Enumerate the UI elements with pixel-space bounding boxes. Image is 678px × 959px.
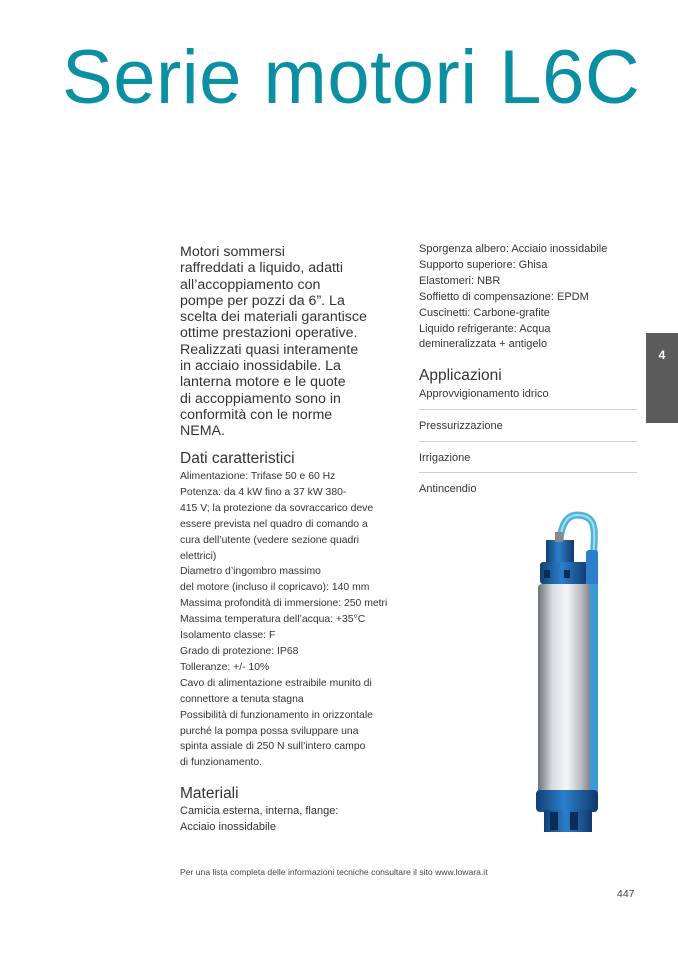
dati-line: Tolleranze: +/- 10% bbox=[180, 661, 270, 673]
intro-line: NEMA. bbox=[180, 423, 225, 440]
dati-line: Massima profondità di immersione: 250 metri bbox=[180, 598, 388, 610]
dati-line: purché la pompa possa sviluppare una bbox=[180, 725, 359, 737]
intro-line: ottime prestazioni operative. bbox=[180, 325, 358, 342]
applicazioni-heading: Applicazioni bbox=[419, 367, 502, 384]
detail-line: Supporto superiore: Ghisa bbox=[419, 258, 548, 271]
intro-line: in acciaio inossidabile. La bbox=[180, 358, 341, 375]
dati-line: di funzionamento. bbox=[180, 757, 263, 769]
footer-note: Per una lista completa delle informazioni tecniche consultare il sito www.lowara.it bbox=[180, 867, 488, 877]
intro-line: Realizzati quasi interamente bbox=[180, 341, 359, 358]
dati-line: Diametro d’ingombro massimo bbox=[180, 566, 321, 578]
dati-line: connettore a tenuta stagna bbox=[180, 693, 304, 705]
section-tab-label: 4 bbox=[658, 348, 666, 362]
materiali-heading: Materiali bbox=[180, 785, 239, 802]
intro-line: Motori sommersi bbox=[180, 244, 285, 260]
dati-line: cura dell’utente (vedere sezione quadri bbox=[180, 534, 360, 546]
dati-line: 415 V; la protezione da sovraccarico deve bbox=[180, 502, 374, 514]
intro-paragraph bbox=[180, 244, 395, 440]
dati-line: essere prevista nel quadro di comando a bbox=[180, 518, 368, 530]
detail-line: Sporgenza albero: Acciaio inossidabile bbox=[419, 243, 608, 255]
application-item[interactable] bbox=[419, 441, 637, 474]
page-title: Serie motori L6C bbox=[62, 35, 641, 120]
dati-heading: Dati caratteristici bbox=[180, 450, 295, 467]
detail-line: demineralizzata + antigelo bbox=[419, 338, 548, 351]
dati-line: spinta assiale di 250 N sull’intero campo bbox=[180, 741, 366, 753]
application-label: Irrigazione bbox=[419, 452, 471, 464]
intro-line: scelta dei materiali garantisce bbox=[180, 309, 367, 326]
dati-line: del motore (incluso il copricavo): 140 mm bbox=[180, 582, 370, 594]
application-label: Approvvigionamento idrico bbox=[419, 388, 549, 400]
dati-line: elettrici) bbox=[180, 550, 217, 562]
intro-line: di accoppiamento sono in bbox=[180, 390, 341, 407]
materials-detail-list bbox=[419, 242, 639, 353]
application-item[interactable] bbox=[419, 472, 637, 505]
dati-line: Potenza: da 4 kW fino a 37 kW 380- bbox=[180, 486, 347, 498]
intro-line: pompe per pozzi da 6”. La bbox=[180, 292, 345, 309]
dati-line: Isolamento classe: F bbox=[180, 630, 276, 642]
materiali-list bbox=[180, 804, 338, 836]
detail-line: Liquido refrigerante: Acqua bbox=[419, 322, 551, 335]
materiali-line: Camicia esterna, interna, flange: bbox=[180, 805, 339, 817]
intro-line: all’accoppiamento con bbox=[180, 276, 321, 293]
intro-line: lanterna motore e le quote bbox=[180, 374, 346, 391]
materiali-line: Acciaio inossidabile bbox=[180, 820, 276, 833]
intro-line: conformità con le norme bbox=[180, 406, 333, 423]
detail-line: Elastomeri: NBR bbox=[419, 274, 501, 287]
application-label: Antincendio bbox=[419, 483, 477, 495]
section-tab[interactable] bbox=[646, 333, 678, 423]
submersible-motor-illustration bbox=[500, 510, 630, 840]
dati-list bbox=[180, 469, 410, 771]
dati-line: Alimentazione: Trifase 50 e 60 Hz bbox=[180, 471, 336, 482]
dati-line: Grado di protezione: IP68 bbox=[180, 645, 299, 657]
dati-line: Possibilità di funzionamento in orizzontale bbox=[180, 709, 373, 721]
application-item[interactable] bbox=[419, 409, 637, 442]
page-number: 447 bbox=[617, 888, 635, 900]
application-item[interactable] bbox=[419, 378, 637, 410]
detail-line: Soffietto di compensazione: EPDM bbox=[419, 290, 589, 303]
intro-line: raffreddati a liquido, adatti bbox=[180, 260, 344, 277]
dati-line: Cavo di alimentazione estraibile munito di bbox=[180, 677, 372, 689]
application-label: Pressurizzazione bbox=[419, 420, 503, 432]
dati-line: Massima temperatura dell’acqua: +35°C bbox=[180, 614, 366, 626]
detail-line: Cuscinetti: Carbone-grafite bbox=[419, 306, 550, 319]
